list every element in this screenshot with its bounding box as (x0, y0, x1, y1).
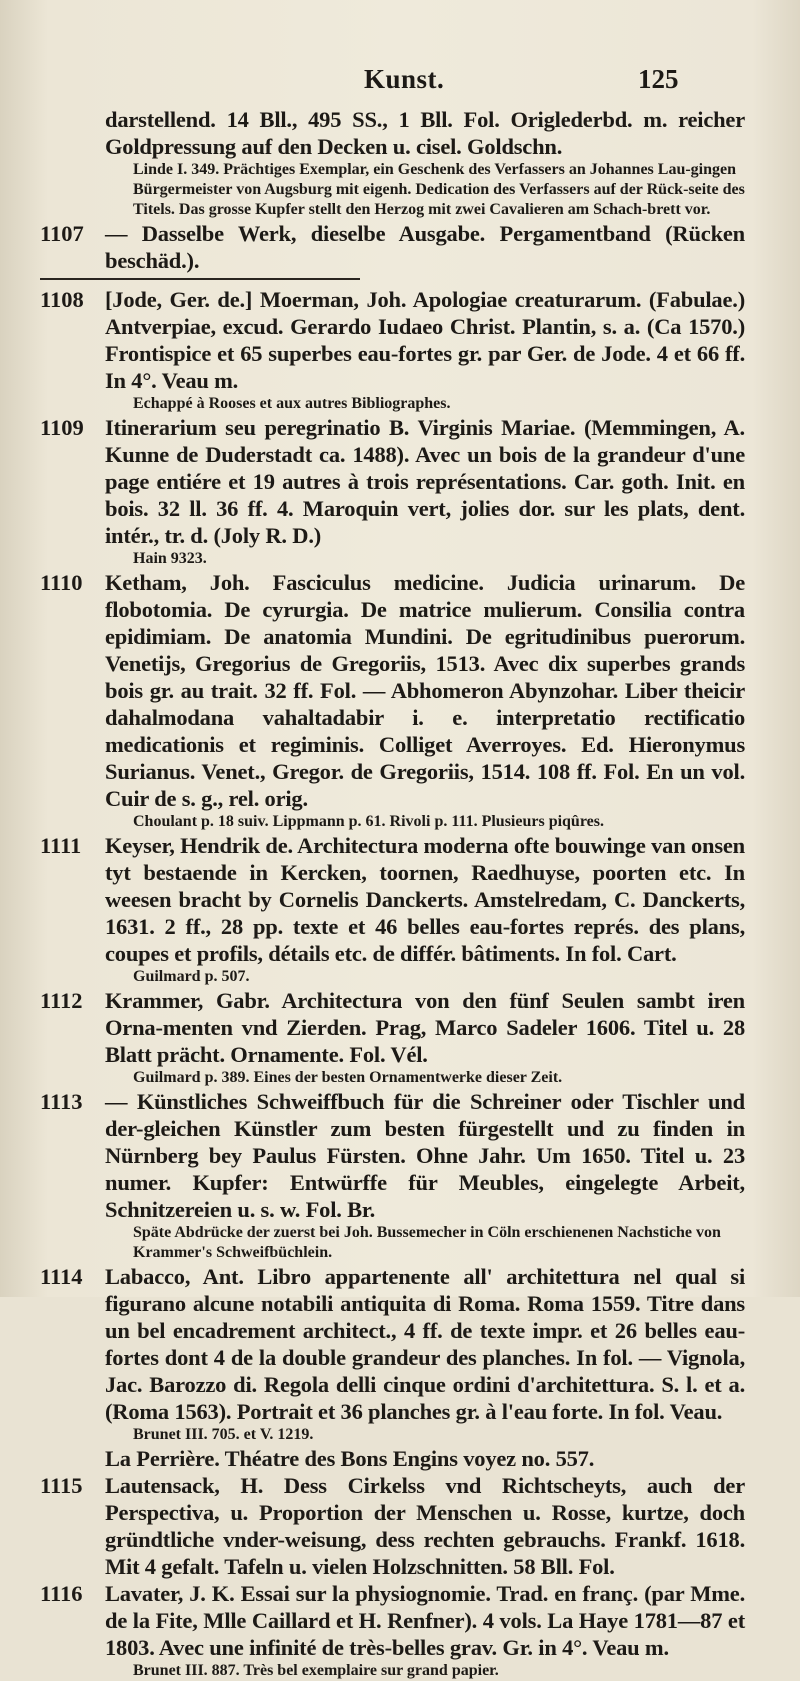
entry-note: Guilmard p. 507. (133, 968, 250, 985)
entry-number: 1110 (40, 570, 83, 595)
page-number: 125 (638, 64, 679, 94)
entry-number: 1116 (40, 1581, 83, 1606)
entry-number: 1111 (40, 833, 82, 858)
entry-note: Echappé à Rooses et aux autres Bibliographes. (133, 395, 451, 412)
entry-number: 1109 (40, 415, 84, 440)
entry-body: La Perrière. Théatre des Bons Engins voyez no. 557. (105, 1446, 595, 1471)
entry-number: 1114 (40, 1264, 83, 1289)
entry-body: Lautensack, H. Dess Cirkelss vnd Richtscheyts, auch der Perspectiva, u. Proportion der Menschen u. Rosse, kurtze, doch gründtliche vnder-weisung, dess rechten gebrauchs. Frankf. 1618. Mit 4 gefalt. Tafeln u. vielen Holzschnitten. 58 Bll. Fol. (105, 1473, 745, 1579)
entry-body: [Jode, Ger. de.] Moerman, Joh. Apologiae creaturarum. (Fabulae.) Antverpiae, excud. Gerardo Iudaeo Christ. Plantin, s. a. (Ca 1570.) Frontispice et 65 superbes eau-fortes gr. par Ger. de Jode. 4 et 66 ff. In 4°. Veau m. (105, 287, 745, 393)
entry-body: Labacco, Ant. Libro appartenente all' architettura nel qual si figurano alcune notabili antiquita di Roma. Roma 1559. Titre dans un bel encadrement architect., 4 ff. de texte impr. et 26 belles eau-fortes dont 4 de la double grandeur des planches. In fol. — Vignola, Jac. Barozzo di. Regola delli cinque ordini d'architettura. S. l. et a. (Roma 1563). Portrait et 36 planches gr. à l'eau forte. In fol. Veau. (105, 1264, 745, 1424)
running-title: Kunst. (364, 64, 445, 94)
entry-number: 1113 (40, 1089, 83, 1114)
entry-1114 (0, 1263, 800, 1445)
entry-body: Krammer, Gabr. Architectura von den fünf Seulen sambt iren Orna-menten vnd Zierden. Prag, Marco Sadeler 1606. Titel u. 28 Blatt prächt. Ornamente. Fol. Vél. (105, 988, 745, 1067)
entry-1108 (0, 286, 800, 414)
entry-number: 1108 (40, 287, 84, 312)
entry-body: darstellend. 14 Bll., 495 SS., 1 Bll. Fol. Origlederbd. m. reicher Goldpressung auf den Decken u. cisel. Goldschn. (105, 107, 745, 159)
entry-body: Itinerarium seu peregrinatio B. Virginis Mariae. (Memmingen, A. Kunne de Duderstadt ca. 1488). Avec un bois de la grandeur d'une page entiére et 19 autres à trois représentations. Car. goth. Init. en bois. 32 ll. 36 ff. 4. Maroquin vert, jolies dor. sur les plats, dent. intér., tr. d. (Joly R. D.) (105, 415, 745, 548)
entry-continuation (0, 106, 800, 220)
page-header (0, 64, 800, 94)
entry-1110 (0, 569, 800, 832)
entry-1111 (0, 832, 800, 987)
entry-body: — Künstliches Schweiffbuch für die Schreiner oder Tischler und der-gleichen Künstler zum besten fürgestellt und zu finden in Nürnberg bey Paulus Fürsten. Ohne Jahr. Um 1650. Titel u. 23 numer. Kupfer: Entwürffe für Meubles, eingelegte Arbeit, Schnitzereien u. s. w. Fol. Br. (105, 1089, 745, 1222)
entry-body: Lavater, J. K. Essai sur la physiognomie. Trad. en franç. (par Mme. de la Fite, Mlle Caillard et H. Renfner). 4 vols. La Haye 1781—87 et 1803. Avec une infinité de très-belles grav. Gr. in 4°. Veau m. (105, 1581, 745, 1660)
entry-1113 (0, 1088, 800, 1263)
entry-note: Linde I. 349. Prächtiges Exemplar, ein Geschenk des Verfassers an Johannes Lau-gingen Bürgermeister von Augsburg mit eigenh. Dedication des Verfassers auf der Rück-seite des Titels. Das grosse Kupfer stellt den Herzog mit zwei Cavalieren am Schach-brett vor. (133, 161, 745, 218)
entry-note: Brunet III. 887. Très bel exemplaire sur grand papier. (133, 1662, 499, 1679)
entry-body: — Dasselbe Werk, dieselbe Ausgabe. Pergamentband (Rücken beschäd.). (105, 221, 745, 273)
entry-number: 1107 (40, 221, 84, 246)
entry-note: Brunet III. 705. et V. 1219. (133, 1426, 314, 1443)
entry-1109 (0, 414, 800, 569)
entry-note: Choulant p. 18 suiv. Lippmann p. 61. Rivoli p. 111. Plusieurs piqûres. (133, 813, 604, 830)
entry-1112 (0, 987, 800, 1088)
entry-1115 (0, 1472, 800, 1580)
entry-body: Ketham, Joh. Fasciculus medicine. Judicia urinarum. De flobotomia. De cyrurgia. De matrice mulierum. Consilia contra epidimiam. De anatomia Mundini. De egritudinibus puerorum. Venetijs, Gregorius de Gregoriis, 1513. Avec dix superbes grands bois gr. au trait. 32 ff. Fol. — Abhomeron Abynzohar. Liber theicir dahalmodana vahaltadabir i. e. interpretatio rectificatio medicationis et regiminis. Colliget Averroyes. Ed. Hieronymus Surianus. Venet., Gregor. de Gregoriis, 1514. 108 ff. Fol. En un vol. Cuir de s. g., rel. orig. (105, 570, 745, 811)
entry-1116 (0, 1580, 800, 1681)
entry-number: 1112 (40, 988, 83, 1013)
entry-body: Keyser, Hendrik de. Architectura moderna ofte bouwinge van onsen tyt bestaende in Kercken, toornen, Raedhuyse, poorten etc. In weesen bracht by Cornelis Danckerts. Amstelredam, C. Danckerts, 1631. 2 ff., 28 pp. texte et 46 belles eau-fortes représ. des plans, coupes et profils, détails etc. de différ. bâtiments. In fol. Cart. (105, 833, 745, 966)
entry-note: Guilmard p. 389. Eines der besten Ornamentwerke dieser Zeit. (133, 1069, 563, 1086)
entry-number: 1115 (40, 1473, 83, 1498)
entry-note: Hain 9323. (133, 550, 207, 567)
divider-rule (40, 278, 360, 280)
entry-cross-reference (0, 1445, 800, 1472)
entry-note: Späte Abdrücke der zuerst bei Joh. Bussemecher in Cöln erschienenen Nachstiche von Krammer's Schweifbüchlein. (133, 1224, 721, 1261)
catalogue-content (0, 106, 800, 1681)
entry-1107 (0, 220, 800, 274)
